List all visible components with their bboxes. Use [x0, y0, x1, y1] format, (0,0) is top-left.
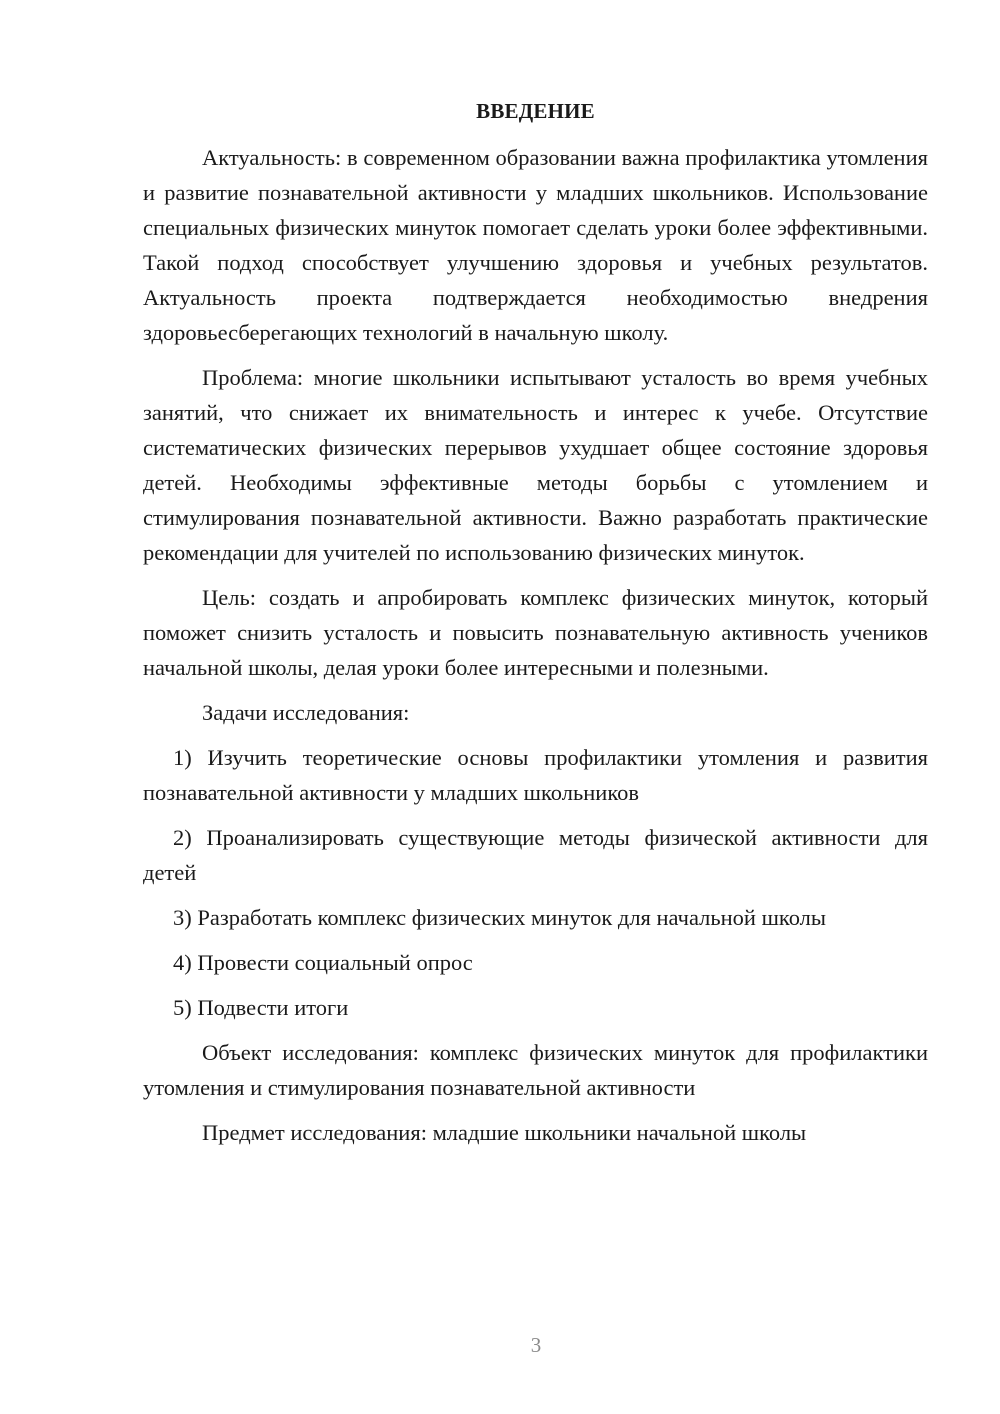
subject-paragraph: Предмет исследования: младшие школьники начальной школы	[202, 1120, 807, 1145]
relevance-paragraph: Актуальность: в современном образовании важна профилактика утомления и развитие познавательной активности у младших школьников. Использование специальных физических минуток помогает сделать уроки более эффективными. Такой подход способствует улучшению здоровья и учебных результатов. Актуальность проекта подтверждается необходимостью внедрения здоровьесберегающих технологий в начальную школу.	[143, 145, 928, 345]
section-heading: ВВЕДЕНИЕ	[476, 99, 595, 123]
tasks-list	[143, 740, 928, 1025]
task-item: 3) Разработать комплекс физических минуток для начальной школы	[173, 905, 827, 930]
page-content	[143, 94, 928, 1160]
tasks-intro: Задачи исследования:	[202, 700, 410, 725]
problem-paragraph: Проблема: многие школьники испытывают усталость во время учебных занятий, что снижает их внимательность и интерес к учебе. Отсутствие систематических физических перерывов ухудшает общее состояние здоровья детей. Необходимы эффективные методы борьбы с утомлением и стимулирования познавательной активности. Важно разработать практические рекомендации для учителей по использованию физических минуток.	[143, 365, 928, 565]
task-item: 1) Изучить теоретические основы профилактики утомления и развития познавательной активности у младших школьников	[143, 745, 928, 805]
goal-paragraph: Цель: создать и апробировать комплекс физических минуток, который поможет снизить усталость и повысить познавательную активность учеников начальной школы, делая уроки более интересными и полезными.	[143, 585, 928, 680]
task-item: 5) Подвести итоги	[173, 995, 349, 1020]
object-paragraph: Объект исследования: комплекс физических минуток для профилактики утомления и стимулирования познавательной активности	[143, 1040, 928, 1100]
task-item: 2) Проанализировать существующие методы физической активности для детей	[143, 825, 928, 885]
task-item: 4) Провести социальный опрос	[173, 950, 473, 975]
page-number: 3	[530, 1333, 542, 1357]
